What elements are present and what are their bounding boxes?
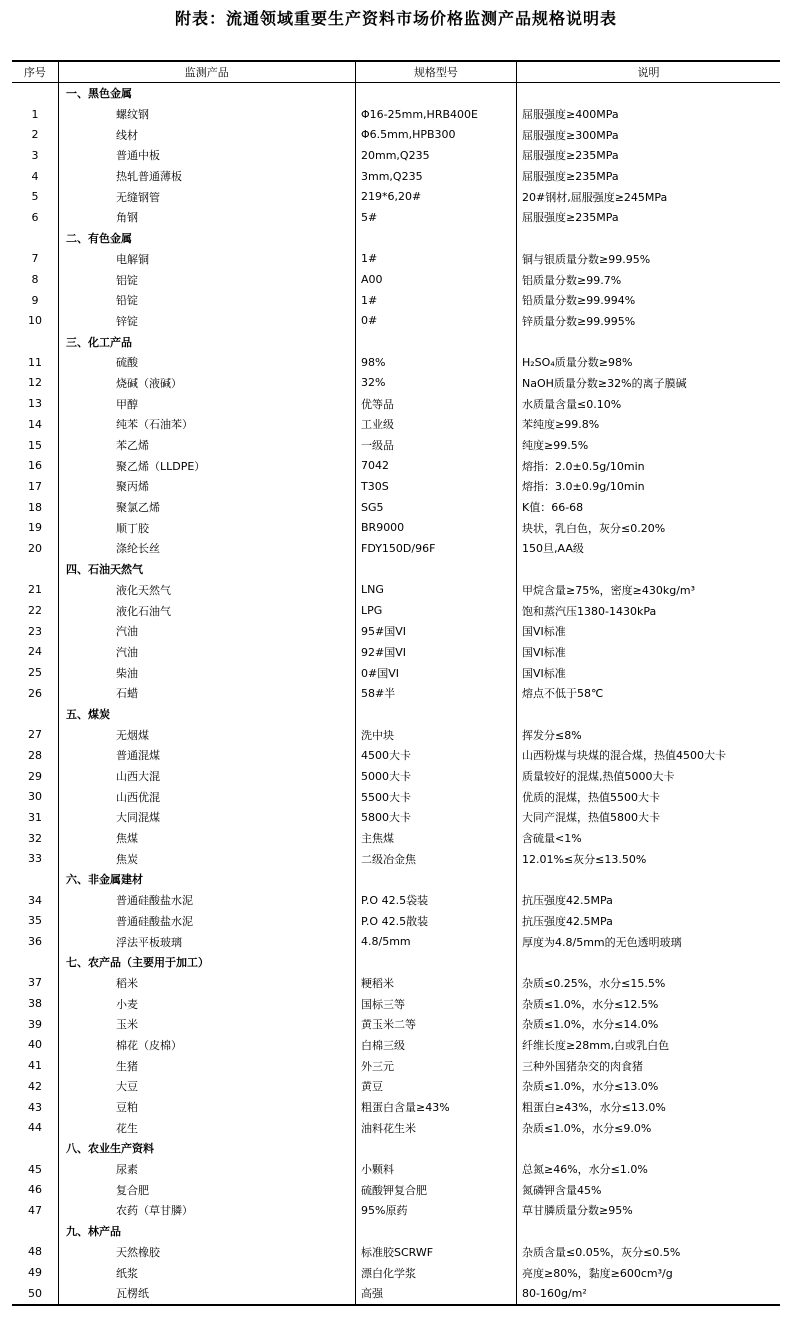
product-name: 浮法平板玻璃	[116, 935, 182, 949]
row-index: 50	[28, 1286, 42, 1300]
spec-model: 5500大卡	[361, 790, 411, 804]
row-index: 27	[28, 728, 42, 742]
table-row	[12, 807, 780, 828]
category-label: 九、林产品	[66, 1225, 121, 1239]
description: K值：66-68	[522, 501, 584, 515]
table-body	[12, 83, 780, 1304]
description: 饱和蒸汽压1380-1430kPa	[522, 604, 657, 618]
product-name: 液化天然气	[116, 583, 171, 597]
row-index: 36	[28, 935, 42, 949]
category-label: 七、农产品（主要用于加工）	[66, 956, 209, 970]
row-index: 4	[31, 169, 39, 183]
description: 国VI标准	[522, 625, 566, 639]
description: 甲烷含量≥75%，密度≥430kg/m³	[522, 583, 696, 597]
spec-model: 粳稻米	[361, 976, 394, 990]
row-index: 41	[28, 1059, 42, 1073]
row-index: 28	[28, 748, 42, 762]
row-index: 32	[28, 831, 42, 845]
table-row	[12, 186, 780, 207]
product-name: 稻米	[116, 976, 138, 990]
category-row	[12, 704, 780, 725]
product-name: 聚乙烯（LLDPE）	[116, 459, 206, 473]
description: 抗压强度42.5MPa	[522, 914, 613, 928]
description: 20#钢材,屈服强度≥245MPa	[522, 190, 668, 204]
spec-model: 二级冶金焦	[361, 852, 416, 866]
description: 杂质≤1.0%，水分≤12.5%	[522, 997, 659, 1011]
page-title: 附表：流通领域重要生产资料市场价格监测产品规格说明表	[174, 9, 617, 28]
column-divider	[58, 83, 59, 1304]
description: 水质量含量≤0.10%	[522, 397, 622, 411]
description: 杂质≤1.0%，水分≤9.0%	[522, 1121, 652, 1135]
spec-model: SG5	[361, 500, 384, 514]
table-row	[12, 1097, 780, 1118]
spec-model: Φ6.5mm,HPB300	[361, 128, 456, 142]
table-row	[12, 290, 780, 311]
product-name: 涤纶长丝	[116, 542, 160, 556]
row-index: 34	[28, 893, 42, 907]
table-row	[12, 580, 780, 601]
category-row	[12, 1138, 780, 1159]
product-name: 大豆	[116, 1080, 138, 1094]
product-name: 螺纹钢	[116, 108, 149, 122]
description: 纤维长度≥28mm,白或乳白色	[522, 1038, 670, 1052]
description: 草甘膦质量分数≥95%	[522, 1204, 633, 1218]
row-index: 18	[28, 500, 42, 514]
table-row	[12, 373, 780, 394]
description: 屈服强度≥300MPa	[522, 128, 619, 142]
description: 含硫量<1%	[522, 832, 582, 846]
row-index: 39	[28, 1017, 42, 1031]
table-row	[12, 1035, 780, 1056]
row-index: 22	[28, 604, 42, 618]
description: 三种外国猪杂交的肉食猪	[522, 1059, 643, 1073]
description: 杂质≤1.0%，水分≤13.0%	[522, 1080, 659, 1094]
table-row	[12, 476, 780, 497]
product-name: 焦煤	[116, 832, 138, 846]
description: 杂质含量≤0.05%，灰分≤0.5%	[522, 1245, 681, 1259]
product-name: 花生	[116, 1121, 138, 1135]
spec-model: FDY150D/96F	[361, 541, 436, 555]
table-row	[12, 414, 780, 435]
spec-model: 硫酸钾复合肥	[361, 1183, 427, 1197]
product-name: 普通硅酸盐水泥	[116, 894, 193, 908]
row-index: 43	[28, 1100, 42, 1114]
table-row	[12, 269, 780, 290]
table-row	[12, 745, 780, 766]
spec-model: 外三元	[361, 1059, 394, 1073]
row-index: 11	[28, 355, 42, 369]
product-name: 山西优混	[116, 790, 160, 804]
category-label: 八、农业生产资料	[66, 1142, 154, 1156]
category-row	[12, 331, 780, 352]
product-name: 顺丁胶	[116, 521, 149, 535]
row-index: 14	[28, 417, 42, 431]
description: 屈服强度≥235MPa	[522, 211, 619, 225]
product-name: 聚丙烯	[116, 480, 149, 494]
row-index: 8	[31, 273, 39, 287]
table-row	[12, 1014, 780, 1035]
row-index: 46	[28, 1183, 42, 1197]
table-row	[12, 642, 780, 663]
spec-model: 5#	[361, 210, 378, 224]
product-name: 线材	[116, 128, 138, 142]
description: 抗压强度42.5MPa	[522, 894, 613, 908]
category-label: 四、石油天然气	[66, 563, 143, 577]
table-row	[12, 393, 780, 414]
description: 杂质≤0.25%，水分≤15.5%	[522, 976, 666, 990]
row-index: 48	[28, 1245, 42, 1259]
row-index: 9	[31, 293, 39, 307]
description: 厚度为4.8/5mm的无色透明玻璃	[522, 935, 682, 949]
row-index: 29	[28, 769, 42, 783]
description: 山西粉煤与块煤的混合煤，热值4500大卡	[522, 749, 726, 763]
table-row	[12, 766, 780, 787]
table-row	[12, 104, 780, 125]
table-row	[12, 249, 780, 270]
spec-model: 粗蛋白含量≥43%	[361, 1101, 450, 1115]
spec-model: Φ16-25mm,HRB400E	[361, 107, 478, 121]
description: 12.01%≤灰分≤13.50%	[522, 852, 647, 866]
spec-model: BR9000	[361, 521, 405, 535]
spec-model: 32%	[361, 376, 386, 390]
row-index: 6	[31, 210, 39, 224]
product-name: 汽油	[116, 645, 138, 659]
row-index: 49	[28, 1266, 42, 1280]
spec-model: 小颗料	[361, 1163, 394, 1177]
description: 锌质量分数≥99.995%	[522, 314, 636, 328]
product-name: 普通混煤	[116, 749, 160, 763]
description: 国VI标准	[522, 666, 566, 680]
table-row	[12, 1179, 780, 1200]
category-row	[12, 869, 780, 890]
table-row	[12, 911, 780, 932]
description: 熔点不低于58℃	[522, 687, 604, 701]
row-index: 44	[28, 1121, 42, 1135]
table-row	[12, 786, 780, 807]
spec-model: 0#国VI	[361, 666, 399, 680]
product-name: 豆粕	[116, 1101, 138, 1115]
spec-model: 95%原药	[361, 1204, 408, 1218]
row-index: 31	[28, 810, 42, 824]
header-note: 说明	[637, 66, 660, 79]
row-index: 47	[28, 1203, 42, 1217]
product-name: 小麦	[116, 997, 138, 1011]
spec-model: 黄玉米二等	[361, 1018, 416, 1032]
table-row	[12, 1242, 780, 1263]
product-name: 焦炭	[116, 852, 138, 866]
description: 质量较好的混煤,热值5000大卡	[522, 770, 675, 784]
spec-model: 工业级	[361, 418, 394, 432]
row-index: 40	[28, 1038, 42, 1052]
category-row	[12, 83, 780, 104]
product-name: 烧碱（液碱）	[116, 376, 182, 390]
table-row	[12, 848, 780, 869]
product-name: 普通中板	[116, 149, 160, 163]
spec-model: 主焦煤	[361, 832, 394, 846]
column-divider	[516, 83, 517, 1304]
product-name: 硫酸	[116, 356, 138, 370]
product-name: 聚氯乙烯	[116, 501, 160, 515]
spec-model: 1#	[361, 252, 378, 266]
spec-model: 优等品	[361, 397, 394, 411]
category-row	[12, 1221, 780, 1242]
product-name: 热轧普通薄板	[116, 170, 182, 184]
table-row	[12, 1159, 780, 1180]
description: 氮磷钾含量45%	[522, 1183, 602, 1197]
table-row	[12, 683, 780, 704]
header-index: 序号	[12, 62, 59, 82]
product-name: 甲醇	[116, 397, 138, 411]
spec-model: 58#半	[361, 687, 396, 701]
spec-model: 3mm,Q235	[361, 169, 423, 183]
description: 粗蛋白≥43%，水分≤13.0%	[522, 1101, 666, 1115]
product-name: 铝锭	[116, 273, 138, 287]
description: 屈服强度≥400MPa	[522, 108, 619, 122]
spec-model: 7042	[361, 459, 389, 473]
product-name: 复合肥	[116, 1183, 149, 1197]
description: 块状，乳白色，灰分≤0.20%	[522, 521, 666, 535]
header-spec: 规格型号	[356, 62, 517, 82]
header-product: 监测产品	[59, 62, 356, 82]
description: 屈服强度≥235MPa	[522, 170, 619, 184]
product-name: 农药（草甘膦）	[116, 1204, 193, 1218]
product-name: 无烟煤	[116, 728, 149, 742]
row-index: 33	[28, 852, 42, 866]
product-name: 瓦楞纸	[116, 1287, 149, 1301]
row-index: 21	[28, 583, 42, 597]
spec-model: 20mm,Q235	[361, 148, 430, 162]
table-header	[12, 62, 780, 83]
row-index: 17	[28, 479, 42, 493]
description: 国VI标准	[522, 645, 566, 659]
row-index: 42	[28, 1079, 42, 1093]
row-index: 16	[28, 459, 42, 473]
category-row	[12, 228, 780, 249]
description: 优质的混煤，热值5500大卡	[522, 790, 660, 804]
description: 挥发分≤8%	[522, 728, 582, 742]
table-row	[12, 1283, 780, 1304]
spec-model: 洗中块	[361, 728, 394, 742]
description: 铜与银质量分数≥99.95%	[522, 252, 651, 266]
product-name: 纯苯（石油苯）	[116, 418, 193, 432]
row-index: 26	[28, 686, 42, 700]
table-row	[12, 1262, 780, 1283]
spec-model: 92#国VI	[361, 645, 406, 659]
spec-model: P.O 42.5袋装	[361, 894, 429, 908]
description: 亮度≥80%，黏度≥600cm³/g	[522, 1266, 673, 1280]
row-index: 7	[31, 252, 39, 266]
description: 铅质量分数≥99.994%	[522, 294, 636, 308]
spec-model: 4500大卡	[361, 749, 411, 763]
spec-model: LNG	[361, 583, 384, 597]
product-name: 无缝钢管	[116, 190, 160, 204]
product-name: 普通硅酸盐水泥	[116, 914, 193, 928]
row-index: 25	[28, 666, 42, 680]
product-name: 玉米	[116, 1018, 138, 1032]
product-name: 石蜡	[116, 687, 138, 701]
spec-model: 4.8/5mm	[361, 935, 411, 949]
row-index: 10	[28, 314, 42, 328]
spec-model: 黄豆	[361, 1080, 383, 1094]
table-row	[12, 352, 780, 373]
table-row	[12, 1117, 780, 1138]
product-name: 电解铜	[116, 252, 149, 266]
description: 杂质≤1.0%，水分≤14.0%	[522, 1018, 659, 1032]
row-index: 12	[28, 376, 42, 390]
row-index: 19	[28, 521, 42, 535]
spec-model: 高强	[361, 1287, 383, 1301]
description: H₂SO₄质量分数≥98%	[522, 356, 633, 370]
table-row	[12, 890, 780, 911]
description: NaOH质量分数≥32%的离子膜碱	[522, 376, 687, 390]
row-index: 5	[31, 190, 39, 204]
table-row	[12, 538, 780, 559]
product-name: 大同混煤	[116, 811, 160, 825]
row-index: 13	[28, 397, 42, 411]
table-row	[12, 1200, 780, 1221]
product-name: 纸浆	[116, 1266, 138, 1280]
column-divider	[355, 83, 356, 1304]
spec-model: 219*6,20#	[361, 190, 422, 204]
product-name: 生猪	[116, 1059, 138, 1073]
table-row	[12, 435, 780, 456]
row-index: 45	[28, 1162, 42, 1176]
table-row	[12, 207, 780, 228]
table-row	[12, 973, 780, 994]
product-name: 角钢	[116, 211, 138, 225]
table-row	[12, 145, 780, 166]
description: 熔指：2.0±0.5g/10min	[522, 459, 645, 473]
row-index: 15	[28, 438, 42, 452]
description: 屈服强度≥235MPa	[522, 149, 619, 163]
row-index: 37	[28, 976, 42, 990]
table-row	[12, 166, 780, 187]
category-row	[12, 559, 780, 580]
product-name: 铅锭	[116, 294, 138, 308]
product-name: 锌锭	[116, 314, 138, 328]
spec-model: 标准胶SCRWF	[361, 1245, 434, 1259]
category-label: 三、化工产品	[66, 335, 132, 349]
product-name: 尿素	[116, 1163, 138, 1177]
product-name: 柴油	[116, 666, 138, 680]
product-name: 苯乙烯	[116, 439, 149, 453]
table-row	[12, 828, 780, 849]
spec-model: 漂白化学浆	[361, 1266, 416, 1280]
category-label: 二、有色金属	[66, 232, 132, 246]
spec-model: P.O 42.5散装	[361, 914, 429, 928]
spec-model: T30S	[361, 479, 389, 493]
table-row	[12, 1055, 780, 1076]
table-row	[12, 124, 780, 145]
table-row	[12, 311, 780, 332]
table-row	[12, 621, 780, 642]
product-name: 汽油	[116, 625, 138, 639]
product-name: 液化石油气	[116, 604, 171, 618]
table-row	[12, 724, 780, 745]
product-name: 棉花（皮棉）	[116, 1038, 182, 1052]
spec-model: 5000大卡	[361, 770, 411, 784]
row-index: 23	[28, 624, 42, 638]
category-label: 五、煤炭	[66, 707, 110, 721]
table-row	[12, 455, 780, 476]
category-row	[12, 952, 780, 973]
product-name: 天然橡胶	[116, 1245, 160, 1259]
spec-model: 白棉三级	[361, 1038, 405, 1052]
category-label: 六、非金属建材	[66, 873, 143, 887]
description: 铝质量分数≥99.7%	[522, 273, 622, 287]
row-index: 24	[28, 645, 42, 659]
spec-model: 1#	[361, 293, 378, 307]
table-row	[12, 1076, 780, 1097]
row-index: 2	[31, 128, 39, 142]
row-index: 3	[31, 148, 39, 162]
spec-model: A00	[361, 273, 383, 287]
table-row	[12, 662, 780, 683]
description: 纯度≥99.5%	[522, 439, 589, 453]
spec-model: 98%	[361, 355, 386, 369]
description: 大同产混煤，热值5800大卡	[522, 811, 660, 825]
row-index: 20	[28, 541, 42, 555]
description: 苯纯度≥99.8%	[522, 418, 600, 432]
spec-model: 5800大卡	[361, 811, 411, 825]
row-index: 30	[28, 790, 42, 804]
row-index: 38	[28, 997, 42, 1011]
table-row	[12, 600, 780, 621]
description: 150旦,AA级	[522, 542, 584, 556]
spec-model: 一级品	[361, 439, 394, 453]
spec-model: 国标三等	[361, 997, 405, 1011]
row-index: 1	[31, 107, 39, 121]
spec-model: 95#国VI	[361, 625, 406, 639]
row-index: 35	[28, 914, 42, 928]
table-row	[12, 931, 780, 952]
description: 80-160g/m²	[522, 1286, 587, 1300]
spec-table	[12, 60, 780, 1306]
table-row	[12, 517, 780, 538]
description: 总氮≥46%，水分≤1.0%	[522, 1163, 648, 1177]
table-row	[12, 993, 780, 1014]
table-row	[12, 497, 780, 518]
product-name: 山西大混	[116, 770, 160, 784]
spec-model: 0#	[361, 314, 378, 328]
spec-model: 油料花生米	[361, 1121, 416, 1135]
spec-model: LPG	[361, 604, 383, 618]
category-label: 一、黑色金属	[66, 87, 132, 101]
description: 熔指：3.0±0.9g/10min	[522, 480, 645, 494]
